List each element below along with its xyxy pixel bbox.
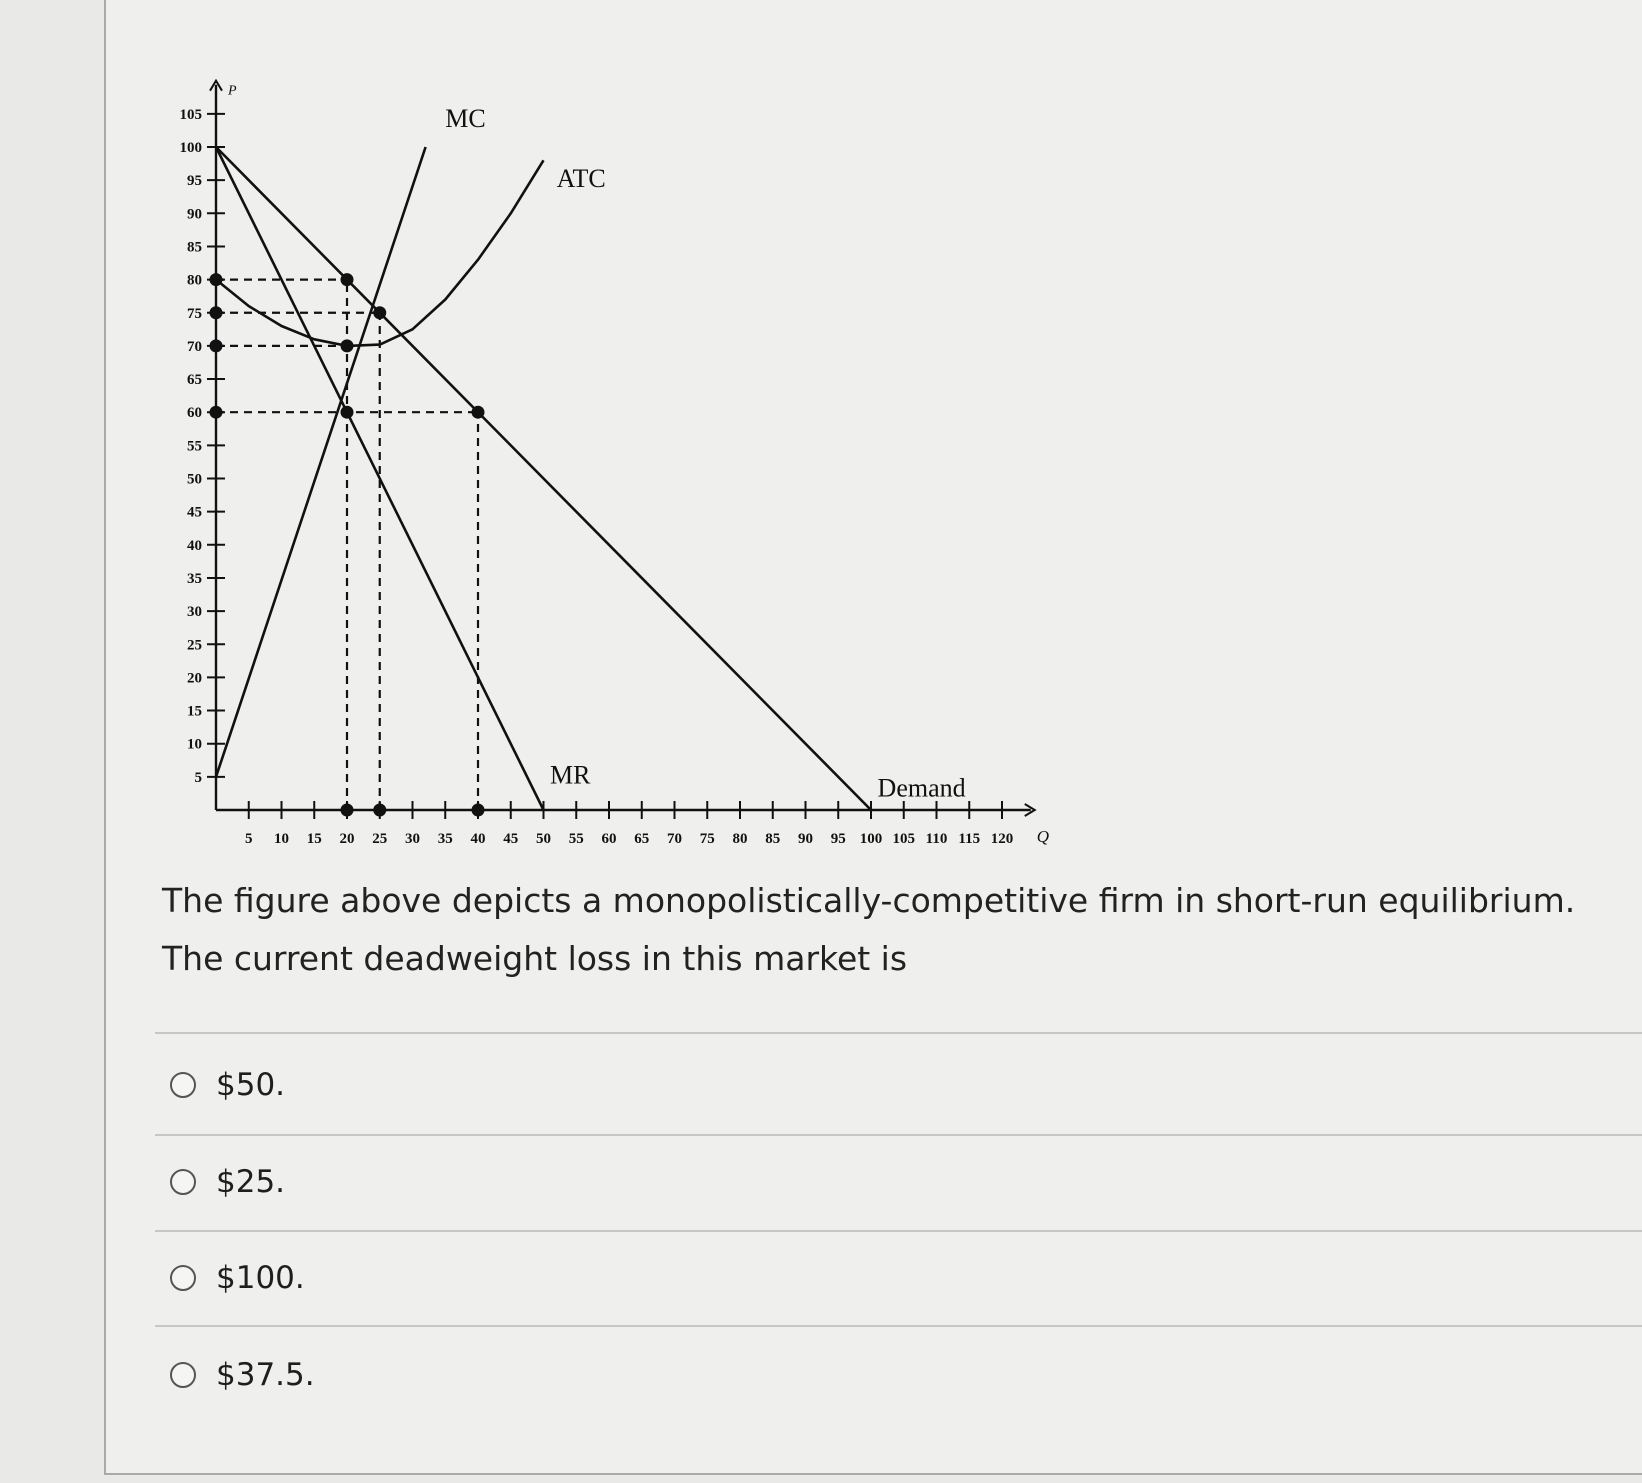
equilibrium-point	[373, 306, 386, 319]
divider	[155, 1134, 1642, 1136]
answer-option-2[interactable]	[170, 1157, 285, 1207]
y-tick-label: 80	[187, 272, 202, 289]
x-axis-label: Q	[1036, 827, 1050, 846]
answer-option-label: $37.5.	[216, 1357, 315, 1393]
x-tick-label: 90	[798, 831, 813, 847]
x-axis-marker	[373, 804, 386, 817]
y-tick-label: 5	[194, 769, 202, 786]
x-tick-label: 65	[634, 831, 650, 847]
y-tick-label: 30	[187, 604, 202, 621]
x-tick-label: 30	[405, 831, 420, 847]
x-tick-label: 110	[925, 831, 948, 847]
equilibrium-point	[341, 406, 354, 419]
answer-option-label: $100.	[216, 1260, 305, 1296]
y-tick-label: 55	[187, 438, 202, 455]
y-tick-label: 25	[187, 637, 202, 654]
x-tick-label: 100	[859, 831, 883, 847]
radio-button-icon[interactable]	[170, 1169, 196, 1195]
x-tick-label: 75	[699, 831, 715, 847]
radio-button-icon[interactable]	[170, 1362, 196, 1388]
x-tick-label: 85	[765, 831, 781, 847]
y-tick-label: 85	[187, 239, 202, 256]
y-tick-label: 60	[187, 405, 202, 422]
radio-button-icon[interactable]	[170, 1265, 196, 1291]
y-axis-marker	[210, 406, 223, 419]
y-axis-marker	[210, 339, 223, 352]
demand-curve-label: Demand	[877, 773, 966, 803]
question-line-2: The current deadweight loss in this market is	[162, 939, 908, 978]
mr-curve-label: MR	[550, 760, 591, 790]
x-tick-label: 15	[306, 831, 322, 847]
x-tick-label: 105	[892, 831, 915, 847]
y-tick-label: 70	[187, 338, 202, 355]
divider	[155, 1230, 1642, 1232]
y-tick-label: 35	[187, 570, 202, 587]
x-tick-label: 55	[568, 831, 584, 847]
x-tick-label: 20	[339, 831, 355, 847]
x-tick-label: 25	[372, 831, 388, 847]
x-tick-label: 35	[437, 831, 453, 847]
y-tick-label: 105	[179, 106, 202, 123]
x-tick-label: 5	[245, 831, 253, 847]
x-tick-label: 120	[990, 831, 1014, 847]
answer-option-label: $50.	[216, 1067, 286, 1103]
x-axis-marker	[472, 804, 485, 817]
x-tick-label: 50	[536, 831, 551, 847]
y-axis-marker	[210, 306, 223, 319]
cost-curves-graph	[150, 40, 1050, 850]
answer-option-4[interactable]	[170, 1350, 315, 1400]
divider	[155, 1325, 1642, 1327]
x-tick-label: 60	[601, 831, 617, 847]
x-axis-marker	[341, 804, 354, 817]
answer-option-label: $25.	[216, 1164, 286, 1200]
y-axis-marker	[210, 273, 223, 286]
x-tick-label: 95	[830, 831, 846, 847]
x-tick-label: 80	[732, 831, 748, 847]
mc-curve-label: MC	[445, 104, 486, 134]
atc-curve-label: ATC	[556, 163, 606, 193]
answer-option-1[interactable]	[170, 1060, 285, 1110]
equilibrium-point	[472, 406, 485, 419]
radio-button-icon[interactable]	[170, 1072, 196, 1098]
y-tick-label: 65	[187, 372, 202, 389]
y-tick-label: 100	[179, 140, 202, 156]
divider	[155, 1032, 1642, 1034]
question-text	[162, 872, 1622, 988]
x-tick-label: 115	[958, 831, 981, 847]
equilibrium-point	[341, 273, 354, 286]
x-tick-label: 10	[274, 831, 289, 847]
x-tick-label: 40	[470, 831, 486, 847]
equilibrium-point	[341, 339, 354, 352]
y-tick-label: 45	[187, 504, 202, 521]
y-tick-label: 10	[187, 736, 202, 753]
y-tick-label: 20	[187, 670, 202, 687]
answer-option-3[interactable]	[170, 1253, 305, 1303]
y-tick-label: 75	[187, 305, 202, 322]
x-tick-label: 45	[503, 831, 519, 847]
y-tick-label: 95	[187, 173, 202, 190]
x-tick-label: 70	[667, 831, 682, 847]
mc-curve	[216, 147, 426, 777]
y-tick-label: 15	[187, 703, 202, 720]
question-line-1: The figure above depicts a monopolistically-competitive firm in short-run equilibrium.	[162, 881, 1576, 920]
y-axis-label: P	[228, 83, 237, 99]
y-tick-label: 50	[187, 471, 202, 488]
y-tick-label: 40	[187, 537, 202, 554]
y-tick-label: 90	[187, 206, 202, 223]
